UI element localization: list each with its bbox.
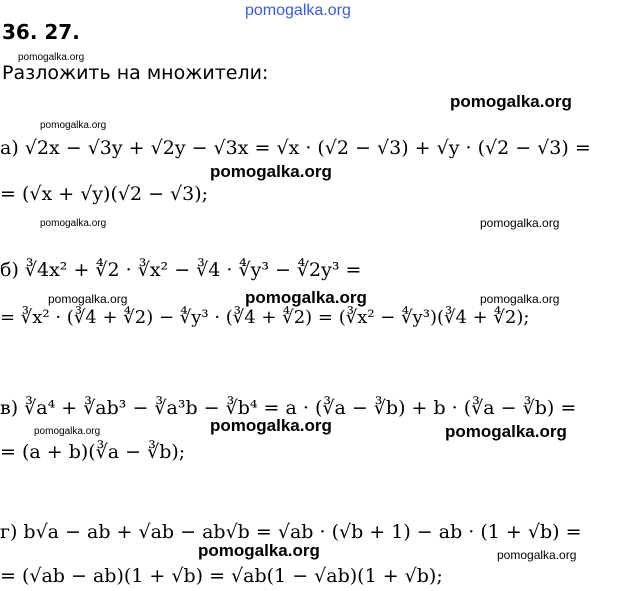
part-c-line-1: в) ∛a⁴ + ∛ab³ − ∛a³b − ∛b⁴ = a · (∛a − ∛b) + b · (∛a − ∛b) = [0,397,577,419]
part-a-line-2: = (√x + √y)(√2 − √3); [0,183,209,205]
part-c-line-2: = (a + b)(∛a − ∛b); [0,441,186,463]
watermark-small: pomogalka.org [40,218,107,229]
watermark-small: pomogalka.org [48,292,128,306]
watermark-top: pomogalka.org [245,2,351,19]
watermark-small: pomogalka.org [34,426,101,437]
watermark-small: pomogalka.org [480,292,560,306]
problem-number: 36. 27. [2,20,80,44]
watermark-large: pomogalka.org [450,92,572,111]
watermark-small: pomogalka.org [18,52,85,63]
watermark-large: pomogalka.org [445,422,567,441]
watermark-large: pomogalka.org [210,162,332,181]
part-d-line-2: = (√ab − ab)(1 + √b) = √ab(1 − √ab)(1 + √b); [0,565,443,587]
watermark-small: pomogalka.org [497,548,577,562]
watermark-large: pomogalka.org [245,288,367,307]
problem-instruction: Разложить на множители: [2,62,269,84]
watermark-small: pomogalka.org [480,216,560,230]
part-b-line-1: б) ∛4x² + ∜2 · ∛x² − ∛4 · ∜y³ − ∜2y³ = [0,259,362,281]
part-d-line-1: г) b√a − ab + √ab − ab√b = √ab · (√b + 1) − ab · (1 + √b) = [0,521,582,543]
watermark-large: pomogalka.org [198,541,320,560]
part-a-line-1: а) √2x − √3y + √2y − √3x = √x · (√2 − √3) + √y · (√2 − √3) = [0,137,591,159]
watermark-large: pomogalka.org [210,416,332,435]
part-b-line-2: = ∛x² · (∛4 + ∜2) − ∜y³ · (∛4 + ∜2) = (∛x² − ∜y³)(∛4 + ∜2); [0,307,530,328]
watermark-small: pomogalka.org [40,120,107,131]
